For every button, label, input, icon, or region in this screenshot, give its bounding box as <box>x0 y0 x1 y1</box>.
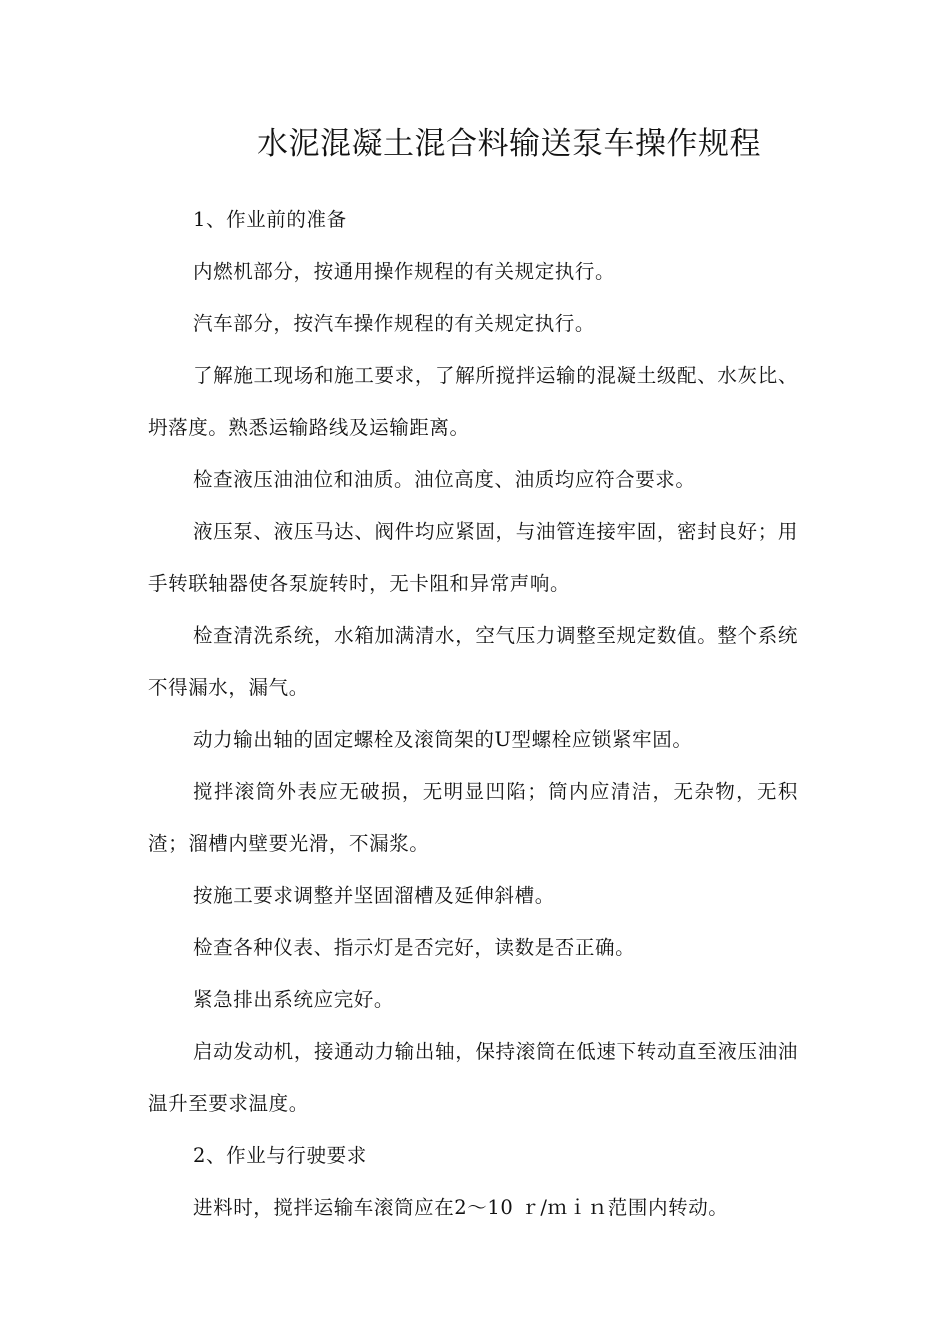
paragraph: 检查清洗系统，水箱加满清水，空气压力调整至规定数值。整个系统不得漏水，漏气。 <box>148 624 798 699</box>
paragraph: 按施工要求调整并坚固溜槽及延伸斜槽。 <box>193 884 555 907</box>
paragraph: 检查液压油油位和油质。油位高度、油质均应符合要求。 <box>193 468 696 491</box>
section-heading: 1、作业前的准备 <box>193 208 347 231</box>
paragraph: 汽车部分，按汽车操作规程的有关规定执行。 <box>193 312 596 335</box>
paragraph: 进料时，搅拌运输车滚筒应在2～10 ｒ/ｍｉｎ范围内转动。 <box>193 1196 729 1219</box>
paragraph: 紧急排出系统应完好。 <box>193 988 395 1011</box>
document-title: 水泥混凝土混合料输送泵车操作规程 <box>257 126 761 162</box>
paragraph: 搅拌滚筒外表应无破损，无明显凹陷；筒内应清洁，无杂物，无积渣；溜槽内壁要光滑，不漏浆。 <box>148 780 798 855</box>
section-heading: 2、作业与行驶要求 <box>193 1144 367 1167</box>
paragraph: 了解施工现场和施工要求，了解所搅拌运输的混凝土级配、水灰比、坍落度。熟悉运输路线及运输距离。 <box>148 364 798 439</box>
document-body <box>148 194 798 1234</box>
paragraph: 检查各种仪表、指示灯是否完好，读数是否正确。 <box>193 936 636 959</box>
paragraph: 动力输出轴的固定螺栓及滚筒架的U型螺栓应锁紧牢固。 <box>193 728 693 751</box>
paragraph: 启动发动机，接通动力输出轴，保持滚筒在低速下转动直至液压油油温升至要求温度。 <box>148 1040 798 1115</box>
paragraph: 液压泵、液压马达、阀件均应紧固，与油管连接牢固，密封良好；用手转联轴器使各泵旋转时，无卡阻和异常声响。 <box>148 520 798 595</box>
paragraph: 内燃机部分，按通用操作规程的有关规定执行。 <box>193 260 616 283</box>
